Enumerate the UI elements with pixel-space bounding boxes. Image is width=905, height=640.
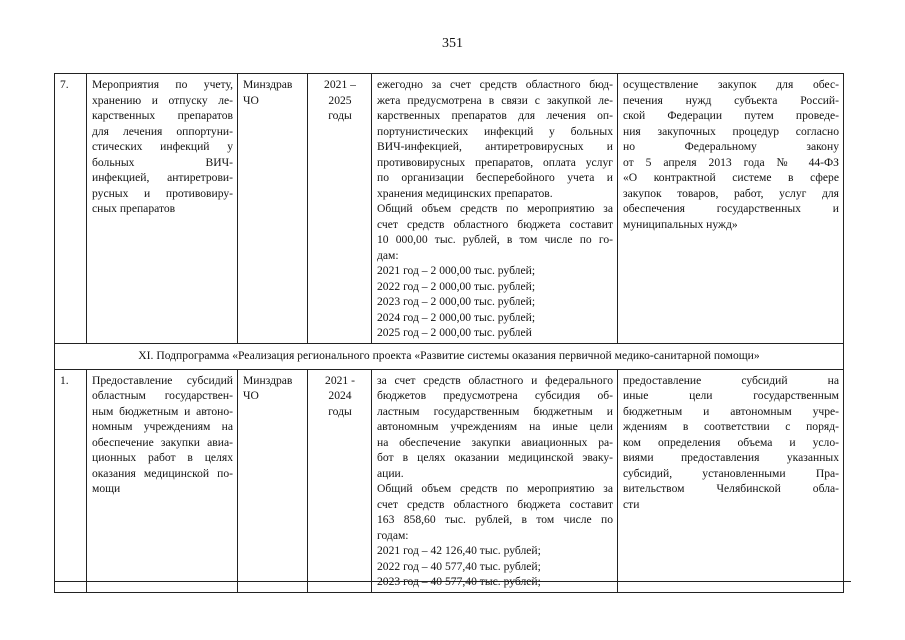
text-line: инфекцией, антиретрови-	[92, 171, 233, 184]
text-line: Предоставление субсидий	[92, 373, 233, 387]
text-line: ской Федерации путем проведе-	[623, 109, 839, 122]
text-line: 2022 год – 40 577,40 тыс. рублей;	[377, 559, 541, 573]
text-line: хранению и отпуску ле-	[92, 93, 233, 107]
measure-description	[372, 369, 618, 592]
text-line: ВИЧ-инфекцией, антиретровирусных и	[377, 140, 613, 153]
text-line: 2024 год – 2 000,00 тыс. рублей;	[377, 310, 536, 324]
text-line: 2023 год – 40 577,40 тыс. рублей;	[377, 575, 541, 588]
text-line: для лечения оппортуни-	[92, 124, 233, 138]
measure-name	[87, 74, 238, 344]
table-bottom-rule	[54, 581, 851, 582]
text-line: счет средств областного бюджета составит	[377, 217, 613, 231]
subprogram-row	[55, 343, 844, 369]
text-line: противовирусных препаратов, оплата услуг	[377, 155, 613, 169]
text-line: стических инфекций у	[92, 140, 233, 153]
executor: Минздрав ЧО	[238, 369, 308, 592]
text-line: годам:	[377, 528, 409, 542]
text-line: жета предусмотрена в связи с закупкой ле-	[377, 93, 613, 107]
text-line: виями предоставления указанных	[623, 451, 839, 464]
text-line: дам:	[377, 248, 399, 262]
text-line: 2024	[328, 389, 352, 402]
text-line: субсидий, установленными Пра-	[623, 466, 839, 480]
text-line: бюджетов предусмотрена субсидия об-	[377, 389, 613, 402]
legal-basis	[618, 369, 844, 592]
text-line: бот в целях оказании медицинской эваку-	[377, 451, 613, 464]
text-line: областным государствен-	[92, 389, 233, 402]
table-row	[55, 74, 844, 344]
text-line: годы	[328, 109, 352, 122]
text-line: «О контрактной системе в сфере	[623, 171, 839, 184]
text-line: обеспечение закупки авиа-	[92, 435, 233, 449]
period	[308, 74, 372, 344]
text-line: ждениям в соответствии с поряд-	[623, 420, 839, 433]
text-line: 2023 год – 2 000,00 тыс. рублей;	[377, 295, 536, 308]
text-line: 2022 год – 2 000,00 тыс. рублей;	[377, 279, 536, 293]
text-line: ластным государственным бюджетным и	[377, 404, 613, 418]
text-line: осуществление закупок для обес-	[623, 78, 839, 91]
executor: Минздрав ЧО	[238, 74, 308, 344]
text-line: закупок товаров, работ, услуг для	[623, 186, 839, 200]
text-line: но Федеральному закону	[623, 140, 839, 153]
text-line: мощи	[92, 482, 121, 495]
text-line: ежегодно за счет средств областного бюд-	[377, 78, 613, 91]
period	[308, 369, 372, 592]
row-number: 7.	[55, 74, 87, 344]
text-line: вительством Челябинской обла-	[623, 482, 839, 495]
text-line: ционных работ в целях	[92, 451, 233, 464]
text-line: Мероприятия по учету,	[92, 78, 233, 91]
text-line: печения нужд субъекта Россий-	[623, 93, 839, 107]
subprogram-title: XI. Подпрограмма «Реализация регионального проекта «Развитие системы оказания первичной медико-санитарной помощи»	[55, 343, 844, 369]
text-line: ации.	[377, 466, 404, 480]
text-line: сных препаратов	[92, 202, 176, 215]
page-number: 351	[442, 36, 463, 51]
text-line: карственных препаратов для лечения оп-	[377, 109, 613, 122]
text-line: сти	[623, 497, 640, 511]
text-line: ния закупочных процедур согласно	[623, 124, 839, 138]
text-line: больных ВИЧ-	[92, 155, 233, 169]
text-line: от 5 апреля 2013 года № 44-ФЗ	[623, 155, 839, 169]
text-line: номным учреждениям на	[92, 420, 233, 433]
text-line: 2021 –	[324, 78, 356, 91]
text-line: оказания медицинской по-	[92, 466, 233, 480]
text-line: на обеспечение закупки авиационных ра-	[377, 435, 613, 449]
text-line: Общий объем средств по мероприятию за	[377, 482, 613, 495]
text-line: иные цели государственным	[623, 389, 839, 402]
text-line: счет средств областного бюджета составит	[377, 497, 613, 511]
text-line: 2025 год – 2 000,00 тыс. рублей	[377, 326, 532, 339]
text-line: ком определения объема и усло-	[623, 435, 839, 449]
text-line: по организации бесперебойного учета и	[377, 171, 613, 184]
text-line: бюджетным и автономным учре-	[623, 404, 839, 418]
text-line: 2021 год – 42 126,40 тыс. рублей;	[377, 544, 541, 557]
text-line: за счет средств областного и федерального	[377, 373, 613, 387]
table-row	[55, 369, 844, 592]
text-line: предоставление субсидий на	[623, 373, 839, 387]
text-line: 2025	[328, 93, 352, 107]
text-line: муниципальных нужд»	[623, 217, 738, 231]
text-line: 2021 год – 2 000,00 тыс. рублей;	[377, 264, 536, 277]
legal-basis	[618, 74, 844, 344]
measure-description	[372, 74, 618, 344]
text-line: обеспечения государственных и	[623, 202, 839, 215]
measures-table	[54, 73, 844, 593]
text-line: хранения медицинских препаратов.	[377, 186, 553, 200]
text-line: портунистических инфекций у больных	[377, 124, 613, 138]
row-number: 1.	[55, 369, 87, 592]
text-line: Общий объем средств по мероприятию за	[377, 202, 613, 215]
text-line: русных и противовиру-	[92, 186, 233, 200]
text-line: автономным учреждениям на иные цели	[377, 420, 613, 433]
text-line: 2021 -	[325, 373, 355, 387]
measure-name	[87, 369, 238, 592]
text-line: 10 000,00 тыс. рублей, в том числе по го-	[377, 233, 613, 246]
text-line: ным бюджетным и автоно-	[92, 404, 233, 418]
text-line: 163 858,60 тыс. рублей, в том числе по	[377, 513, 613, 526]
text-line: карственных препаратов	[92, 109, 233, 122]
text-line: годы	[328, 404, 352, 418]
